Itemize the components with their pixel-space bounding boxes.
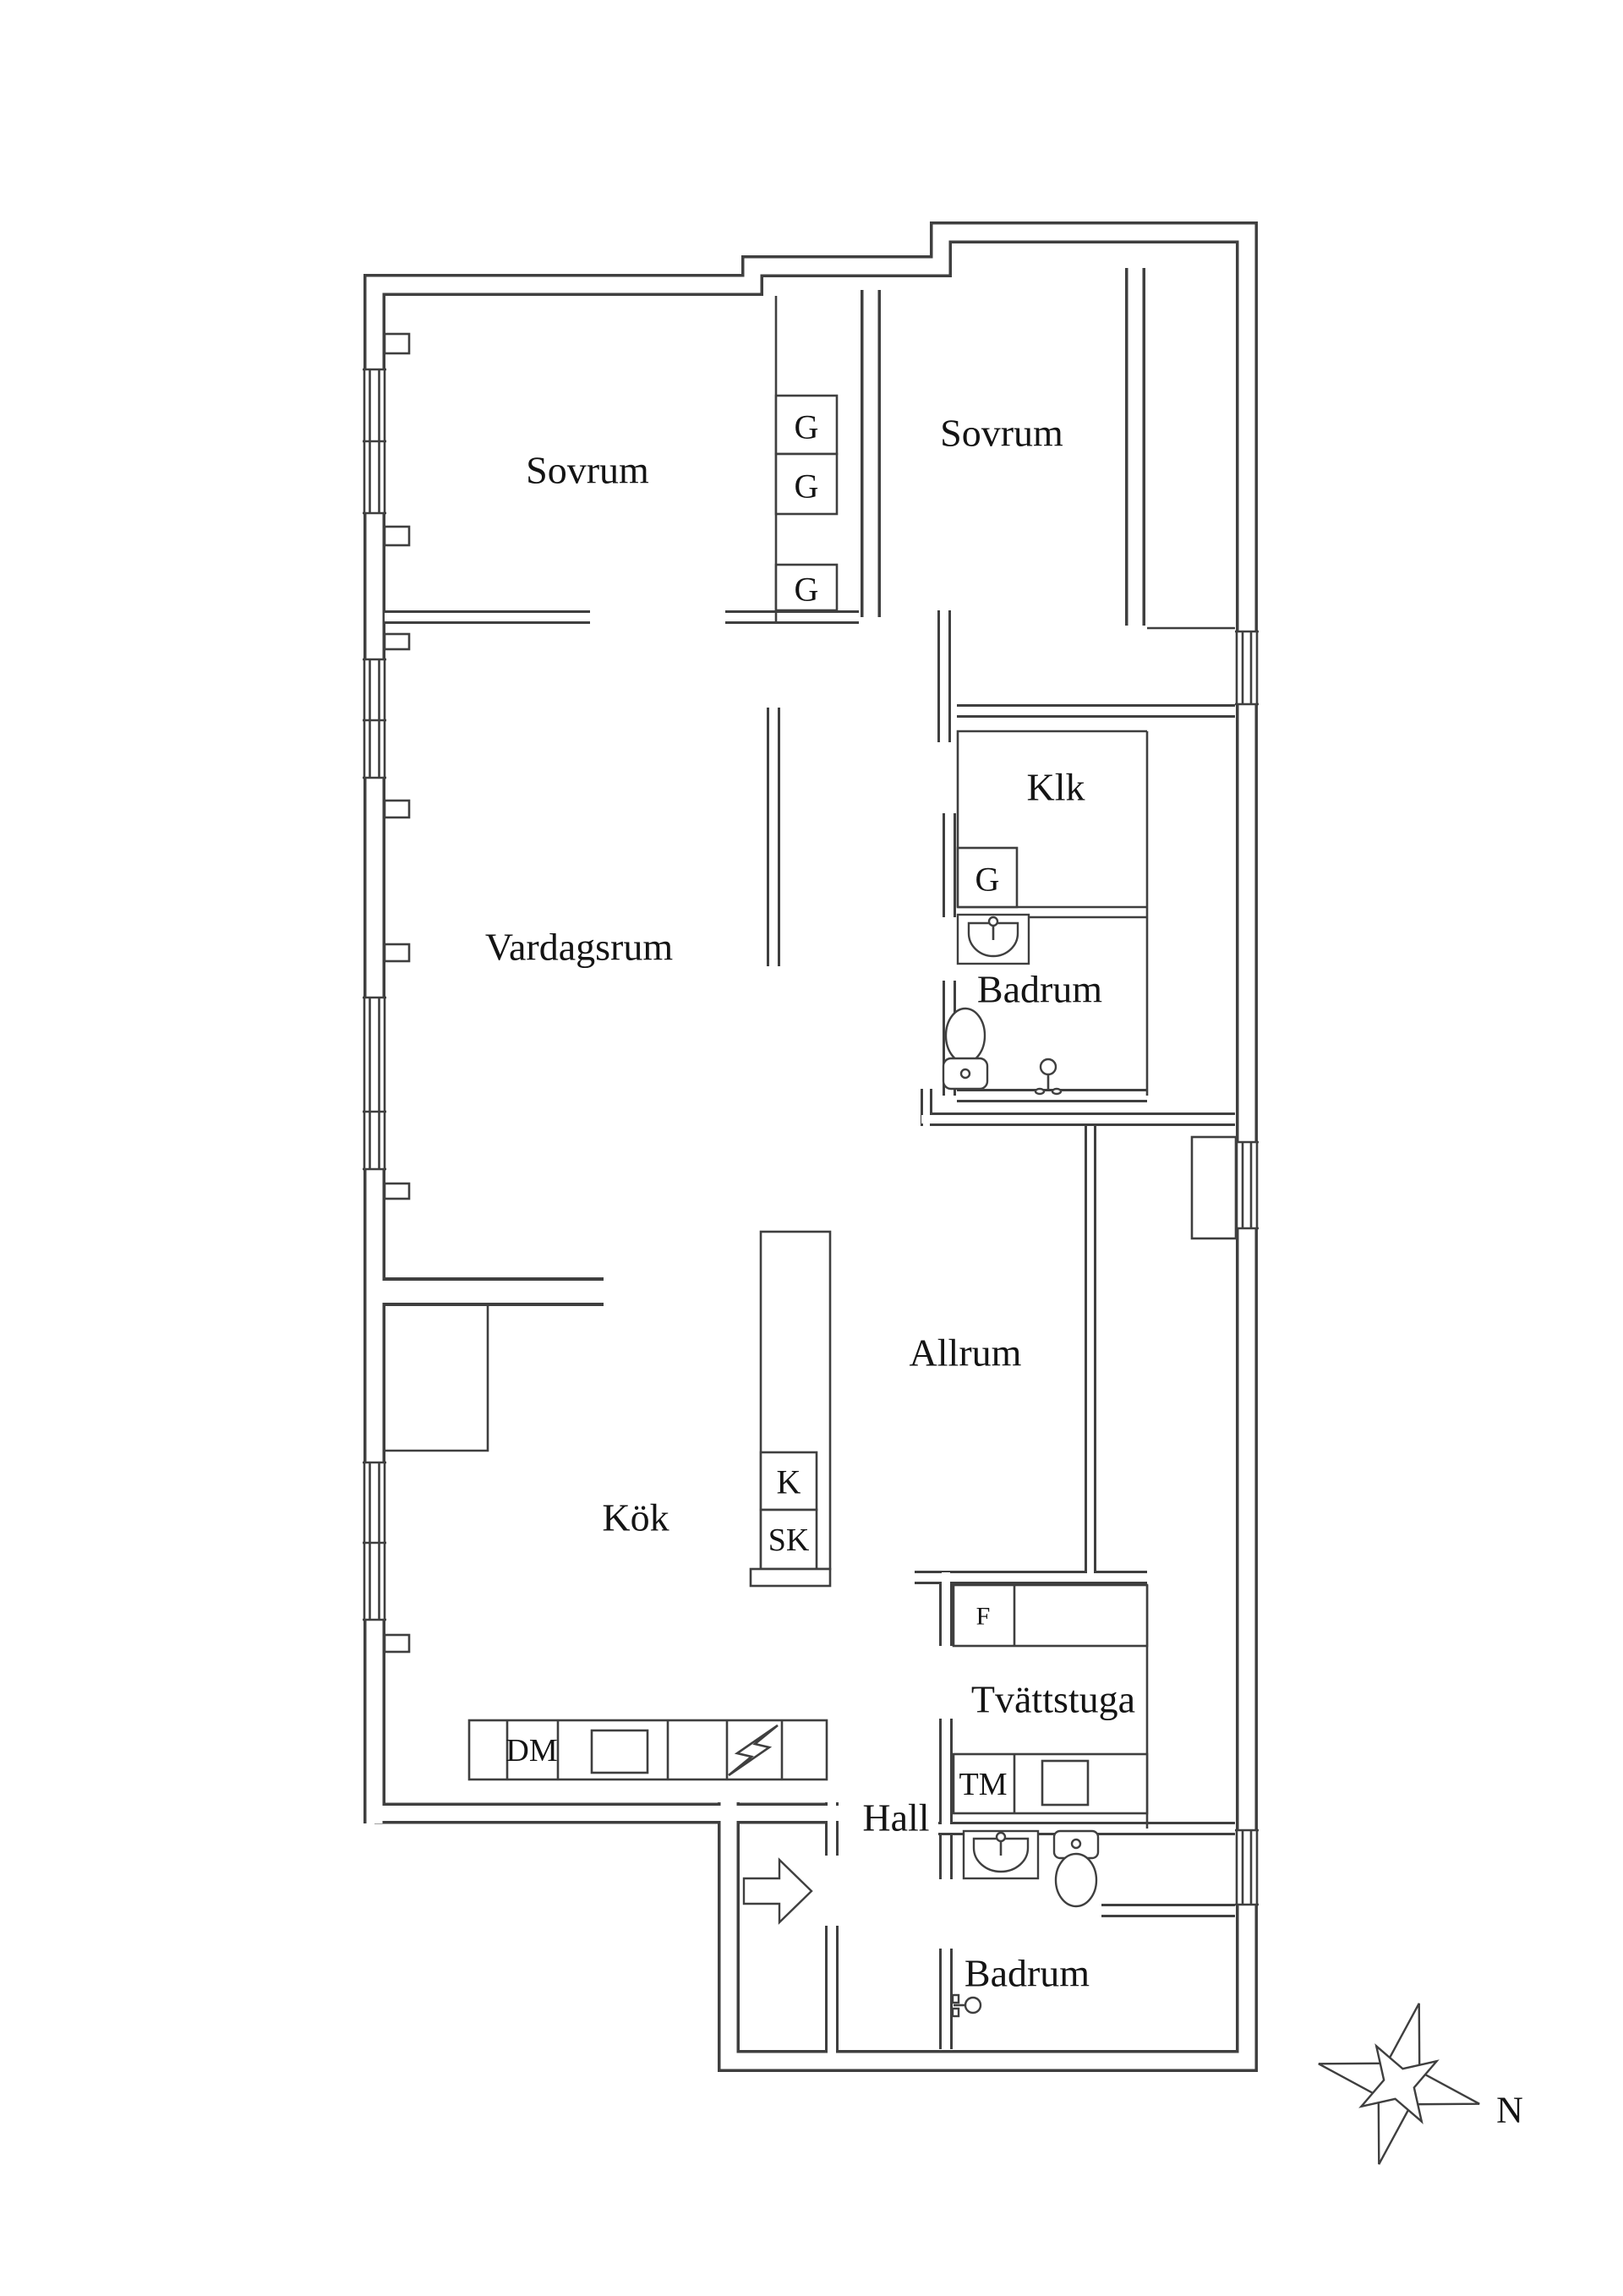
wardrobe-label-g2: G [794, 467, 819, 506]
sink-icon [964, 1831, 1038, 1878]
window-icon [363, 998, 386, 1169]
appliance-label-k: K [776, 1462, 801, 1501]
toilet-icon [1054, 1831, 1098, 1906]
washer-drum-square [1042, 1761, 1088, 1805]
compass-rose-icon [1298, 1983, 1500, 2184]
room-label-vardagsrum: Vardagsrum [484, 925, 674, 969]
window-icon [1235, 631, 1259, 704]
room-label-sovrum-right: Sovrum [940, 411, 1063, 455]
sink-basin-square [592, 1730, 648, 1773]
room-label-tvattstuga: Tvättstuga [970, 1677, 1136, 1721]
window-icon [1235, 1830, 1259, 1905]
wardrobe-label-g4: G [975, 860, 1000, 899]
window-icon [363, 659, 386, 778]
room-label-sovrum-left: Sovrum [526, 448, 649, 492]
entry-arrow-icon [744, 1860, 812, 1922]
cabinet-foot [751, 1569, 830, 1586]
window-icon [363, 1462, 386, 1620]
shower-drain-icon [953, 1995, 981, 2016]
appliance-label-tm: TM [959, 1767, 1008, 1802]
room-label-badrum-lower: Badrum [964, 1951, 1090, 1995]
room-label-klk: Klk [1026, 765, 1085, 809]
appliance-label-f: F [975, 1602, 991, 1631]
appliance-label-dm: DM [505, 1733, 558, 1768]
room-label-badrum-upper: Badrum [976, 967, 1103, 1011]
window-icon [363, 369, 386, 513]
room-label-allrum: Allrum [909, 1331, 1022, 1375]
room-label-kok: Kök [602, 1495, 669, 1539]
bathroom-fixtures [943, 915, 1098, 2016]
wardrobe-label-g1: G [794, 407, 819, 446]
sink-icon [958, 915, 1029, 964]
appliance-label-sk: SK [768, 1522, 810, 1558]
room-label-hall: Hall [862, 1796, 930, 1840]
compass-north-label: N [1496, 2089, 1523, 2131]
wardrobes-and-cabinets [469, 396, 1147, 1813]
wall-pier [1192, 1137, 1236, 1238]
wardrobe-label-g3: G [794, 570, 819, 609]
window-icon [1235, 1142, 1259, 1228]
radiator-notches [385, 334, 409, 1652]
toilet-icon [943, 1009, 987, 1089]
shower-drain-icon [1036, 1059, 1061, 1094]
